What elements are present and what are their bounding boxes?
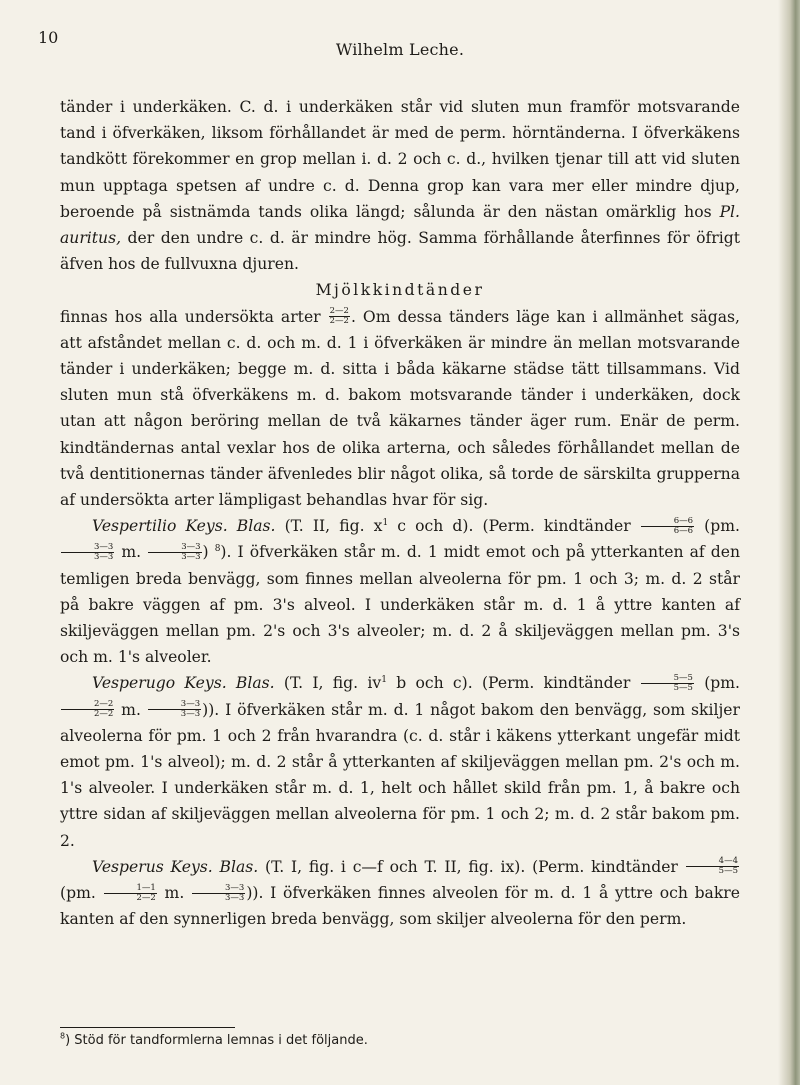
section-heading: Mjölkkindtänder — [315, 281, 485, 300]
formula-m: $\frac{3—3}{3—3}$ — [148, 700, 201, 719]
paragraph-vespertilio: Vespertilio Keys. Blas. (T. II, fig. $x^1$ c och d). (Perm. kindtänder $\frac{6—6}{6—6}$ (pm. $\frac{3—3}{3—3}$ m. $\frac{3—3}{3—3}$ ) $^8$). I öfverkäken står m. d. 1 midt emot och på ytterkanten af den temligen breda benvägg, som finnes mellan alveolerna för pm. 1 och 3; m. d. 2 står på bakre väggen af pm. 3's alveol. I underkäken står m. d. 1 å yttre kanten af skiljeväggen mellan pm. 2's och 3's alveoler; m. d. 2 å skiljeväggen mellan pm. 3's och m. 1's alveoler. — [60, 515, 740, 667]
formula-pm: $\frac{3—3}{3—3}$ — [61, 543, 114, 562]
footnote-ref[interactable]: 8 — [214, 544, 221, 555]
species-name: Pl. auritus, — [60, 202, 740, 248]
genus-name: Vespertilio Keys. Blas. — [92, 517, 276, 536]
paragraph-1: tänder i underkäken. C. d. i underkäken står vid sluten mun framför motsvarande tand i öfverkäken, liksom förhållandet är med de perm. hörntänderna. I öfverkäkens tandkött förekommer en grop mellan i. d. 2 och c. d., hvilken tjenar till att vid sluten mun upptaga spetsen af undre c. d. Denna grop kan vara mer eller mindre djup, beroende på sistnämda tands olika längd; sålunda är den nästan omärklig hos Pl. auritus, der den undre c. d. är mindre hög. Samma förhållande återfinnes för öfrigt äfven hos de fullvuxna djuren. — [60, 98, 740, 274]
body-text — [60, 94, 740, 933]
paragraph-vesperus: Vesperus Keys. Blas. (T. I, fig. i c—f och T. II, fig. ix). (Perm. kindtänder $\frac{4—4}{5—5}$ (pm. $\frac{1—1}{2—2}$ m. $\frac{3—3}{3—3}$ )). I öfverkäken finnes alveolen för m. d. 1 å yttre och bakre kanten af den synnerligen breda benvägg, som skiljer alveolerna för den perm. — [60, 856, 740, 929]
formula-milk: $\frac{2—2}{2—2}$ — [329, 306, 349, 327]
page-edge-shadow — [778, 0, 800, 1085]
formula-m: $\frac{3—3}{3—3}$ — [148, 543, 201, 562]
formula-pm: $\frac{2—2}{2—2}$ — [61, 700, 114, 719]
paragraph-vesperugo: Vesperugo Keys. Blas. (T. I, fig. $iv^1$ b och c). (Perm. kindtänder $\frac{5—5}{5—5}$ (pm. $\frac{2—2}{2—2}$ m. $\frac{3—3}{3—3}$ )). I öfverkäken står m. d. 1 något bakom den benvägg, som skiljer alveolerna för pm. 1 och 2 från hvarandra (c. d. står i käkens ytterkant ungefär midt emot pm. 1's alveol); m. d. 2 står å ytterkanten af skiljeväggen mellan pm. 2's och m. 1's alveoler. I underkäken står m. d. 1, helt och hållet skild från pm. 1, å bakre och yttre sidan af skiljeväggen mellan alveolerna för pm. 1 och 2; m. d. 2 står bakom pm. 2. — [60, 672, 740, 850]
paragraph-2: finnas hos alla undersökta arter $\frac{2—2}{2—2}$ . Om dessa tänders läge kan i allmänhet sägas, att afståndet mellan c. d. och m. d. 1 i öfverkäken är mindre än mellan motsvarande tänder i underkäken; begge m. d. sitta i båda käkarne städse tätt tillsammans. Vid sluten mun stå öfverkäkens m. d. bakom motsvarande tänder i underkäken, dock utan att någon beröring mellan de två käkarnes tänder äger rum. Enär de perm. kindtändernas antal vexlar hos de olika arterna, och således förhållandet mellan de två dentitionernas tänder äfvenledes blir något olika, så torde de särskilta grupperna af undersökta arter lämpligast behandlas hvar för sig. — [60, 306, 740, 510]
formula-total: $\frac{6—6}{6—6}$ — [641, 517, 694, 536]
formula-m: $\frac{3—3}{3—3}$ — [192, 884, 245, 903]
footnote: $^8$) Stöd för tandformlerna lemnas i det följande. — [60, 1031, 368, 1048]
running-head: Wilhelm Leche. — [335, 40, 465, 59]
footnote-rule — [60, 1027, 235, 1028]
page-number: 10 — [38, 28, 59, 47]
genus-name: Vesperugo Keys. Blas. — [92, 674, 275, 693]
genus-name: Vesperus Keys. Blas. — [92, 857, 259, 876]
formula-total: $\frac{5—5}{5—5}$ — [641, 674, 694, 693]
formula-total: $\frac{4—4}{5—5}$ — [686, 857, 739, 876]
formula-pm: $\frac{1—1}{2—2}$ — [104, 884, 157, 903]
